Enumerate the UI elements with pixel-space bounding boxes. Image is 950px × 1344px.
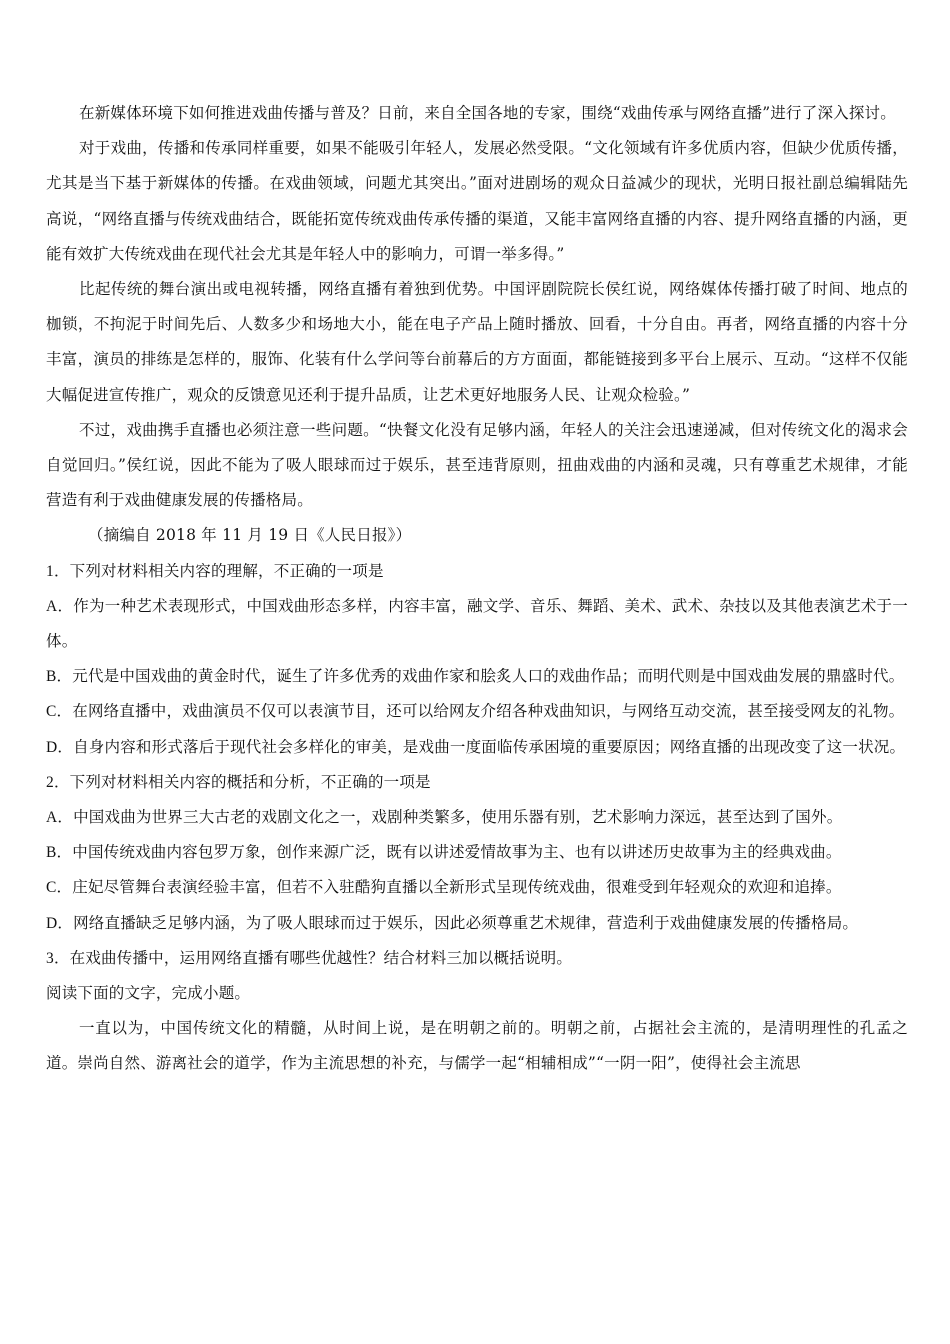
question-2-stem: 2．下列对材料相关内容的概括和分析，不正确的一项是 — [46, 773, 431, 791]
question-2-option-c: C．庄妃尽管舞台表演经验丰富，但若不入驻酷狗直播以全新形式呈现传统戏曲，很难受到年轻观众的欢迎和追捧。 — [46, 879, 842, 897]
question-1-option-c: C．在网络直播中，戏曲演员不仅可以表演节目，还可以给网友介绍各种戏曲知识，与网络互动交流，甚至接受网友的礼物。 — [46, 703, 905, 721]
material-paragraph-4: 不过，戏曲携手直播也必须注意一些问题。“快餐文化没有足够内涵，年轻人的关注会迅速递减，但对传统文化的渴求会自觉回归。”侯红说，因此不能为了吸人眼球而过于娱乐，甚至违背原则，扭曲戏曲的内涵和灵魂，只有尊重艺术规律，才能营造有利于戏曲健康发展的传播格局。 — [46, 420, 908, 510]
question-2-option-a: A．中国戏曲为世界三大古老的戏剧文化之一，戏剧种类繁多，使用乐器有别，艺术影响力深远，甚至达到了国外。 — [46, 809, 843, 827]
material-paragraph-2: 对于戏曲，传播和传承同样重要，如果不能吸引年轻人，发展必然受限。“文化领域有许多优质内容，但缺少优质传播，尤其是当下基于新媒体的传播。在戏曲领域，问题尤其突出。”面对进剧场的观众日益减少的现状，光明日报社副总编辑陆先高说，“网络直播与传统戏曲结合，既能拓宽传统戏曲传承传播的渠道，又能丰富网络直播的内容、提升网络直播的内涵，更能有效扩大传统戏曲在现代社会尤其是年轻人中的影响力，可谓一举多得。” — [46, 139, 908, 263]
question-1-stem: 1．下列对材料相关内容的理解，不正确的一项是 — [46, 562, 384, 580]
reading-paragraph-1: 一直以为，中国传统文化的精髓，从时间上说，是在明朝之前的。明朝之前，占据社会主流的，是清明理性的孔孟之道。崇尚自然、游离社会的道学，作为主流思想的补充，与儒学一起“相辅相成”“一阴一阳”，使得社会主流思 — [46, 1019, 908, 1073]
question-1-option-a: A．作为一种艺术表现形式，中国戏曲形态多样，内容丰富，融文学、音乐、舞蹈、美术、武术、杂技以及其他表演艺术于一体。 — [46, 597, 908, 651]
question-1-option-b: B．元代是中国戏曲的黄金时代，诞生了许多优秀的戏曲作家和脍炙人口的戏曲作品；而明代则是中国戏曲发展的鼎盛时代。 — [46, 668, 905, 686]
reading-instruction: 阅读下面的文字，完成小题。 — [46, 985, 251, 1003]
question-2-option-d: D．网络直播缺乏足够内涵，为了吸人眼球而过于娱乐，因此必须尊重艺术规律，营造利于戏曲健康发展的传播格局。 — [46, 914, 859, 932]
material-paragraph-3: 比起传统的舞台演出或电视转播，网络直播有着独到优势。中国评剧院院长侯红说，网络媒体传播打破了时间、地点的枷锁，不拘泥于时间先后、人数多少和场地大小，能在电子产品上随时播放、回看，十分自由。再者，网络直播的内容十分丰富，演员的排练是怎样的，服饰、化装有什么学问等台前幕后的方方面面，都能链接到多平台上展示、互动。“这样不仅能大幅促进宣传推广，观众的反馈意见还利于提升品质，让艺术更好地服务人民、让观众检验。” — [46, 280, 908, 404]
question-1-option-d: D．自身内容和形式落后于现代社会多样化的审美，是戏曲一度面临传承困境的重要原因；网络直播的出现改变了这一状况。 — [46, 738, 906, 756]
question-3-stem: 3．在戏曲传播中，运用网络直播有哪些优越性？结合材料三加以概括说明。 — [46, 949, 573, 967]
document-page — [46, 96, 908, 1082]
material-paragraph-1: 在新媒体环境下如何推进戏曲传播与普及？日前，来自全国各地的专家，围绕“戏曲传承与网络直播”进行了深入探讨。 — [79, 104, 896, 122]
question-2-option-b: B．中国传统戏曲内容包罗万象，创作来源广泛，既有以讲述爱情故事为主、也有以讲述历史故事为主的经典戏曲。 — [46, 844, 842, 862]
source-citation: （摘编自 2018 年 11 月 19 日《人民日报》） — [88, 526, 412, 545]
